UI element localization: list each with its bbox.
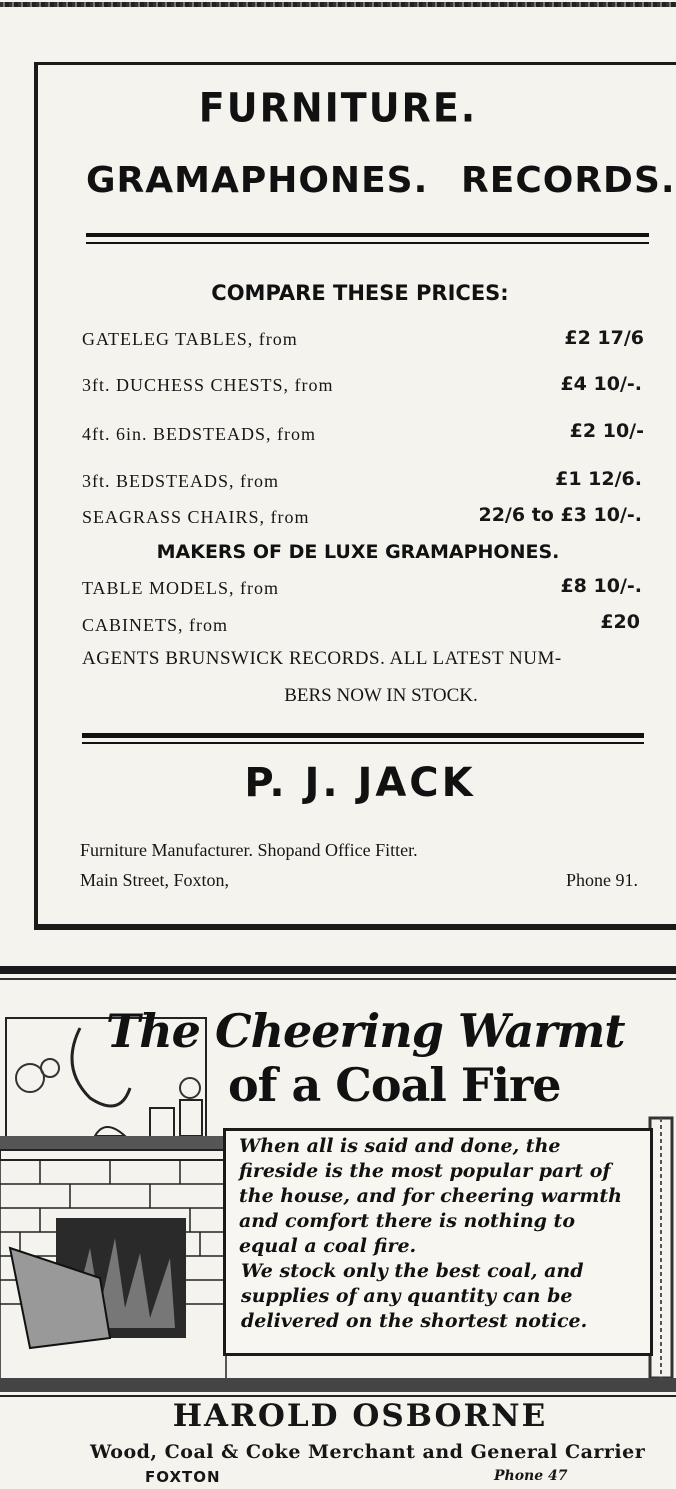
- coal-phone: Phone 47: [494, 1468, 568, 1484]
- advertiser-name: P. J. JACK: [244, 760, 476, 806]
- double-rule-bottom-b: [82, 742, 644, 744]
- item-price: £20: [600, 611, 640, 633]
- item-price: £1 12/6.: [555, 468, 642, 490]
- item-price: £8 10/-.: [560, 575, 642, 597]
- item-price: 22/6 to £3 10/-.: [478, 504, 642, 526]
- item-name: 3ft. DUCHESS CHESTS, from: [82, 375, 334, 395]
- business-phone: Phone 91.: [566, 870, 638, 890]
- coal-town: FOXTON: [145, 1468, 221, 1486]
- ad-separator-thick: [0, 966, 676, 974]
- item-price: £2 10/-: [569, 420, 644, 442]
- agents-line-2: BERS NOW IN STOCK.: [284, 685, 478, 706]
- furniture-ad-bottom-border: [34, 924, 676, 930]
- ad-subtitle-left: GRAMAPHONES.: [86, 160, 429, 201]
- business-address: Main Street, Foxton,: [80, 870, 229, 890]
- item-name: CABINETS, from: [82, 615, 228, 635]
- top-border-line: [0, 2, 676, 7]
- makers-heading: MAKERS OF DE LUXE GRAMAPHONES.: [156, 541, 560, 563]
- coal-headline-1: The Cheering Warmt: [106, 1004, 625, 1058]
- business-description: Furniture Manufacturer. Shopand Office Fitter.: [80, 840, 418, 860]
- item-price: £2 17/6: [564, 327, 644, 349]
- coal-advertiser-name: HAROLD OSBORNE: [172, 1398, 548, 1434]
- agents-line-1: AGENTS BRUNSWICK RECORDS. ALL LATEST NUM-: [82, 648, 562, 669]
- compare-heading: COMPARE THESE PRICES:: [211, 281, 509, 305]
- item-name: TABLE MODELS, from: [82, 578, 280, 598]
- item-name: 4ft. 6in. BEDSTEADS, from: [82, 424, 316, 444]
- coal-trade-line: Wood, Coal & Coke Merchant and General Carrier: [90, 1441, 646, 1463]
- double-rule-top-a: [86, 233, 649, 237]
- double-rule-bottom-a: [82, 733, 644, 738]
- item-name: 3ft. BEDSTEADS, from: [82, 471, 279, 491]
- item-name: SEAGRASS CHAIRS, from: [82, 507, 310, 527]
- coal-paragraph-2: We stock only the best coal, and supplies of any quantity can be delivered on the shortest notice.: [241, 1260, 588, 1332]
- coal-headline-2: of a Coal Fire: [228, 1058, 561, 1112]
- item-price: £4 10/-.: [560, 373, 642, 395]
- ad-subtitle-right: RECORDS.: [461, 160, 676, 201]
- coal-paragraph-1: When all is said and done, the fireside is the most popular part of the house, and for cheering warmth and comfort there is nothing to equal a coal fire.: [239, 1135, 622, 1257]
- double-rule-top-b: [86, 242, 649, 244]
- ad-separator-thin: [0, 978, 676, 980]
- item-name: GATELEG TABLES, from: [82, 329, 298, 349]
- ad-title: FURNITURE.: [198, 84, 478, 132]
